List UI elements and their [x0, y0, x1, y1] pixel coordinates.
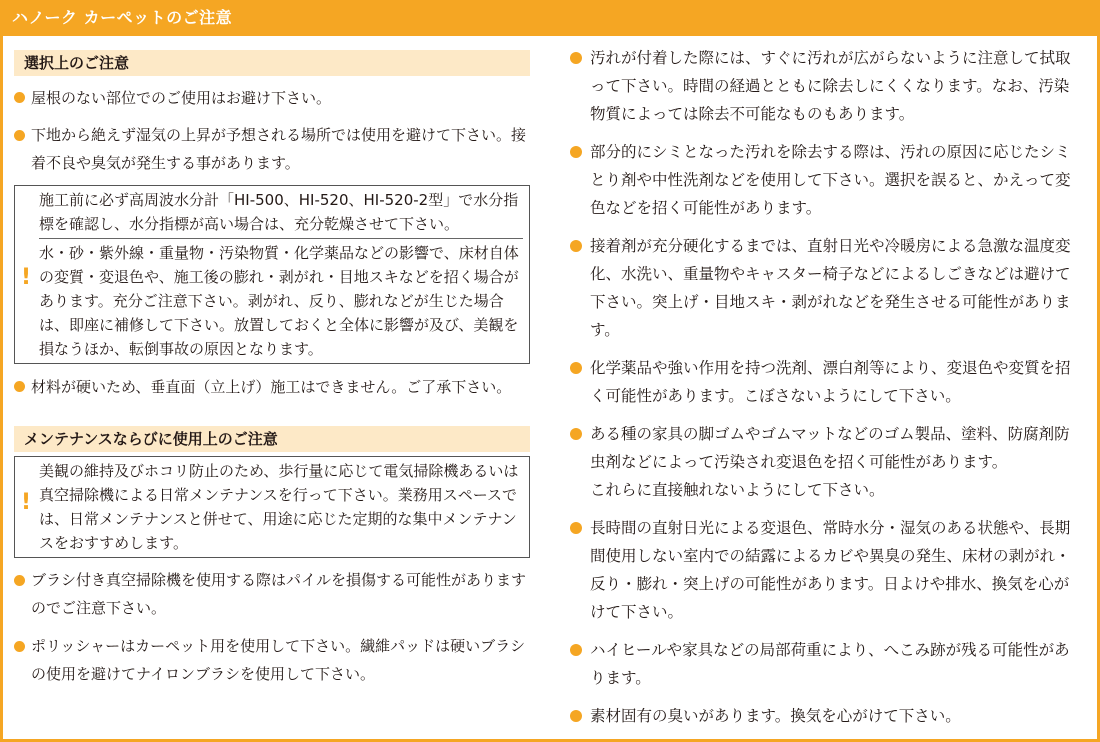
list-item: ハイヒールや家具などの局部荷重により、へこみ跡が残る可能性があります。 [570, 636, 1084, 692]
caution-text: 水・砂・紫外線・重量物・汚染物質・化学薬品などの影響で、床材自体の変質・変退色や、施工後の膨れ・剥がれ・目地スキなどを招く場合があります。充分ご注意下さい。剥がれ、反り、膨れなどが生じた場合は、即座に補修して下さい。放置しておくと全体に影響が及び、美観を損なうほか、転倒事故の原因となります。 [39, 238, 523, 363]
bullet-dot-icon [570, 428, 582, 440]
list-item: 材料が硬いため、垂直面（立上げ）施工はできません。ご了承下さい。 [14, 374, 530, 400]
list-item: 汚れが付着した際には、すぐに汚れが広がらないように注意して拭取って下さい。時間の経過とともに除去しにくくなります。なお、汚染物質によっては除去不可能なものもあります。 [570, 44, 1084, 128]
caution-box [14, 185, 530, 364]
page-title: ハノーク カーペットのご注意 [0, 0, 1100, 36]
list-item: 化学薬品や強い作用を持つ洗剤、漂白剤等により、変退色や変質を招く可能性があります。こぼさないようにして下さい。 [570, 354, 1084, 410]
exclamation-icon: ! [21, 265, 32, 290]
list-item: 屋根のない部位でのご使用はお避け下さい。 [14, 85, 530, 111]
caution-box [14, 456, 530, 558]
caution-text: 美観の維持及びホコリ防止のため、歩行量に応じて電気掃除機あるいは真空掃除機による日常メンテナンスを行って下さい。業務用スペースでは、日常メンテナンスと併せて、用途に応じた定期的な集中メンテナンスをおすすめします。 [39, 462, 519, 552]
right-column [570, 44, 1084, 730]
bullet-dot-icon [570, 146, 582, 158]
bullet-dot-icon [570, 362, 582, 374]
bullet-dot-icon [570, 52, 582, 64]
list-item: 下地から絶えず湿気の上昇が予想される場所では使用を避けて下さい。接着不良や臭気が発生する事があります。 [14, 121, 530, 177]
bullet-dot-icon [570, 240, 582, 252]
bullet-dot-icon [570, 522, 582, 534]
caution-text: 施工前に必ず高周波水分計「HI-500、HI-520、HI-520-2型」で水分指標を確認し、水分指標が高い場合は、充分乾燥させて下さい。 [39, 191, 519, 233]
bullet-dot-icon [570, 644, 582, 656]
list-item: ブラシ付き真空掃除機を使用する際はパイルを損傷する可能性がありますのでご注意下さい。 [14, 566, 530, 622]
list-item: 接着剤が充分硬化するまでは、直射日光や冷暖房による急激な温度変化、水洗い、重量物やキャスター椅子などによるしごきなどは避けて下さい。突上げ・目地スキ・剥がれなどを発生させる可能性があります。 [570, 232, 1084, 344]
exclamation-icon: ! [21, 490, 32, 515]
bullet-dot-icon [14, 575, 25, 586]
bullet-dot-icon [14, 92, 25, 103]
section-heading-selection: 選択上のご注意 [14, 50, 530, 76]
list-item: ある種の家具の脚ゴムやゴムマットなどのゴム製品、塗料、防腐剤防虫剤などによって汚染され変退色を招く可能性があります。 これらに直接触れないようにして下さい。 [570, 420, 1084, 504]
bullet-dot-icon [14, 130, 25, 141]
bullet-dot-icon [14, 381, 25, 392]
list-item: 素材固有の臭いがあります。換気を心がけて下さい。 [570, 702, 1084, 730]
bullet-dot-icon [14, 641, 25, 652]
list-item: ポリッシャーはカーペット用を使用して下さい。繊維パッドは硬いブラシの使用を避けてナイロンブラシを使用して下さい。 [14, 632, 530, 688]
list-item: 部分的にシミとなった汚れを除去する際は、汚れの原因に応じたシミとり剤や中性洗剤などを使用して下さい。選択を誤ると、かえって変色などを招く可能性があります。 [570, 138, 1084, 222]
list-item: 長時間の直射日光による変退色、常時水分・湿気のある状態や、長期間使用しない室内での結露によるカビや異臭の発生、床材の剥がれ・反り・膨れ・突上げの可能性があります。日よけや排水、換気を心がけて下さい。 [570, 514, 1084, 626]
bullet-dot-icon [570, 710, 582, 722]
section-heading-maintenance: メンテナンスならびに使用上のご注意 [14, 426, 530, 452]
list-item-note: これらに直接触れないようにして下さい。 [590, 481, 885, 499]
left-column [14, 50, 530, 688]
